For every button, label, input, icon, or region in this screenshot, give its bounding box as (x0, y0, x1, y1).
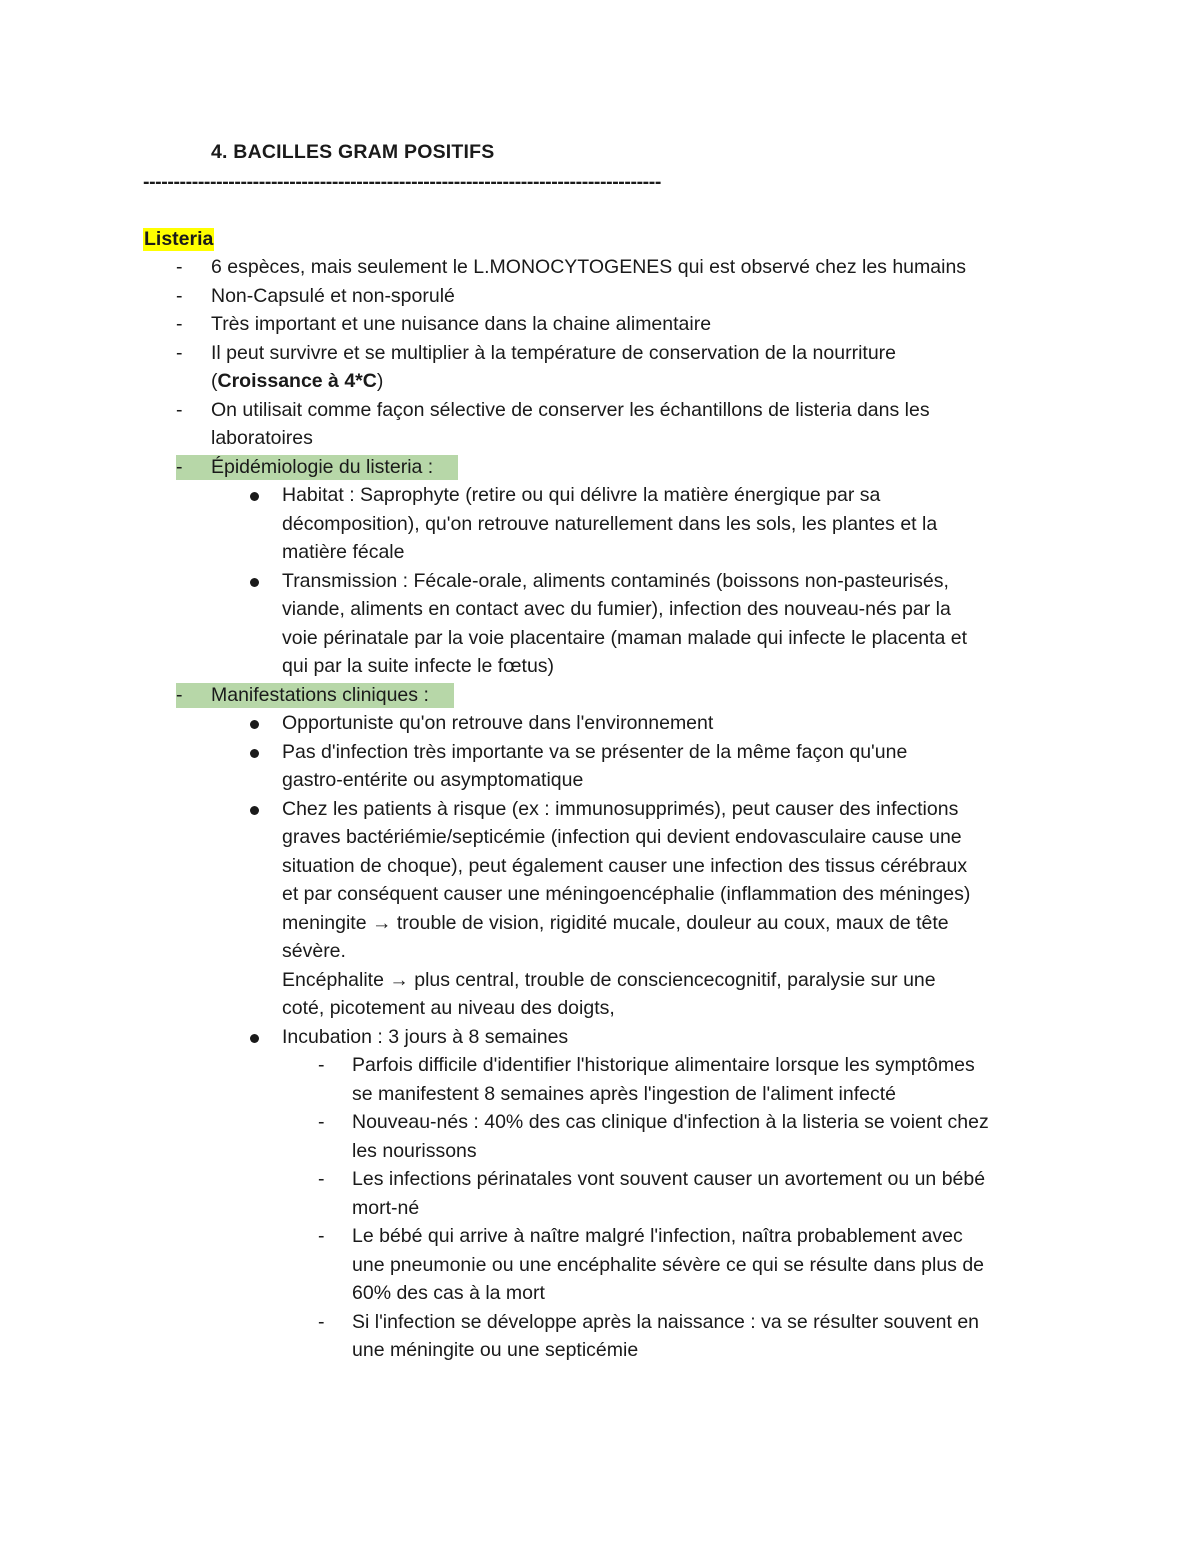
sub-item-text: se manifestent 8 semaines après l'ingestion de l'aliment infecté (352, 1082, 896, 1105)
bullet-text: graves bactériémie/septicémie (infection qui devient endovasculaire cause une (282, 826, 962, 848)
sub-item-text: Si l'infection se développe après la naissance : va se résulter souvent en (352, 1310, 980, 1333)
sub-item-text: 60% des cas à la mort (352, 1282, 545, 1304)
dash-marker: - (176, 341, 183, 364)
dash-marker: - (318, 1168, 325, 1190)
list-item-text: Très important et une nuisance dans la chaine alimentaire (211, 313, 712, 335)
bullet-text: situation de choque), peut également causer une infection des tissus cérébraux (282, 854, 968, 877)
divider-rule: ------------------------------------------------------------------------------------- (143, 171, 661, 193)
bullet-text: décomposition), qu'on retrouve naturellement dans les sols, les plantes et la (282, 512, 938, 535)
bullet-dot (250, 578, 259, 587)
list-item-text: laboratoires (211, 427, 313, 449)
bullet-text: matière fécale (282, 541, 405, 563)
section-heading-listeria: Listeria (144, 228, 214, 250)
bullet-text: Habitat : Saprophyte (retire ou qui délivre la matière énergique par sa (282, 484, 881, 506)
sub-item-text: mort-né (352, 1196, 420, 1219)
bullet-text: gastro-entérite ou asymptomatique (282, 769, 584, 791)
bullet-text: Incubation : 3 jours à 8 semaines (282, 1025, 569, 1048)
bullet-text: Encéphalite → plus central, trouble de consciencecognitif, paralysie sur une (282, 968, 936, 991)
bullet-text: Chez les patients à risque (ex : immunosupprimés), peut causer des infections (282, 797, 959, 820)
sub-item-text: Parfois difficile d'identifier l'historique alimentaire lorsque les symptômes (352, 1054, 975, 1076)
bullet-dot (250, 749, 259, 758)
dash-marker: - (176, 683, 183, 706)
paren-open: ( (211, 370, 218, 392)
paren-close: ) (376, 370, 384, 392)
list-item-text: 6 espèces, mais seulement le L.MONOCYTOGENES qui est observé chez les humains (211, 256, 967, 278)
page-title: 4. BACILLES GRAM POSITIFS (211, 141, 495, 163)
bullet-text: meningite → trouble de vision, rigidité mucale, douleur au coux, maux de tête (282, 911, 949, 934)
sub-item-text: les nourissons (352, 1139, 477, 1162)
sub-item-text: une méningite ou une septicémie (352, 1339, 639, 1361)
dash-marker: - (318, 1225, 325, 1247)
sub-item-text: Nouveau-nés : 40% des cas clinique d'infection à la listeria se voient chez (352, 1111, 989, 1133)
list-item-text: Il peut survivre et se multiplier à la température de conservation de la nourriture (211, 341, 897, 364)
dash-marker: - (176, 398, 183, 421)
bullet-text: Transmission : Fécale-orale, aliments contaminés (boissons non-pasteurisés, (282, 569, 949, 592)
list-item-text: Non-Capsulé et non-sporulé (211, 284, 455, 307)
dash-marker: - (176, 313, 183, 335)
growth-temperature-bold: Croissance à 4*C (217, 370, 377, 392)
bullet-text: sévère. (282, 940, 346, 962)
bullet-text: voie périnatale par la voie placentaire (maman malade qui infecte le placenta et (282, 626, 968, 649)
epidemiology-heading: Épidémiologie du listeria : (211, 455, 434, 478)
bullet-text: et par conséquent causer une méningoencéphalie (inflammation des méninges) (282, 883, 971, 905)
list-item-text: On utilisait comme façon sélective de conserver les échantillons de listeria dans les (211, 398, 930, 421)
bullet-text: viande, aliments en contact avec du fumier), infection des nouveau-nés par la (282, 598, 951, 620)
bullet-dot (250, 1034, 259, 1043)
bullet-dot (250, 806, 259, 815)
dash-marker: - (176, 455, 183, 478)
sub-item-text: Les infections périnatales vont souvent causer un avortement ou un bébé (352, 1168, 986, 1190)
dash-marker: - (176, 284, 183, 307)
dash-marker: - (176, 256, 183, 278)
sub-item-text: une pneumonie ou une encéphalite sévère ce qui se résulte dans plus de (352, 1253, 985, 1276)
clinical-manifestations-heading: Manifestations cliniques : (211, 683, 429, 706)
dash-marker: - (318, 1111, 325, 1133)
bullet-text: coté, picotement au niveau des doigts, (282, 997, 615, 1019)
bullet-text: Pas d'infection très importante va se présenter de la même façon qu'une (282, 740, 908, 763)
sub-item-text: Le bébé qui arrive à naître malgré l'infection, naîtra probablement avec (352, 1225, 963, 1247)
dash-marker: - (318, 1054, 325, 1076)
bullet-text: Opportuniste qu'on retrouve dans l'environnement (282, 712, 714, 734)
growth-temperature-note (211, 367, 383, 396)
bullet-text: qui par la suite infecte le fœtus) (282, 655, 555, 677)
bullet-dot (250, 492, 259, 501)
bullet-dot (250, 720, 259, 729)
dash-marker: - (318, 1310, 325, 1333)
